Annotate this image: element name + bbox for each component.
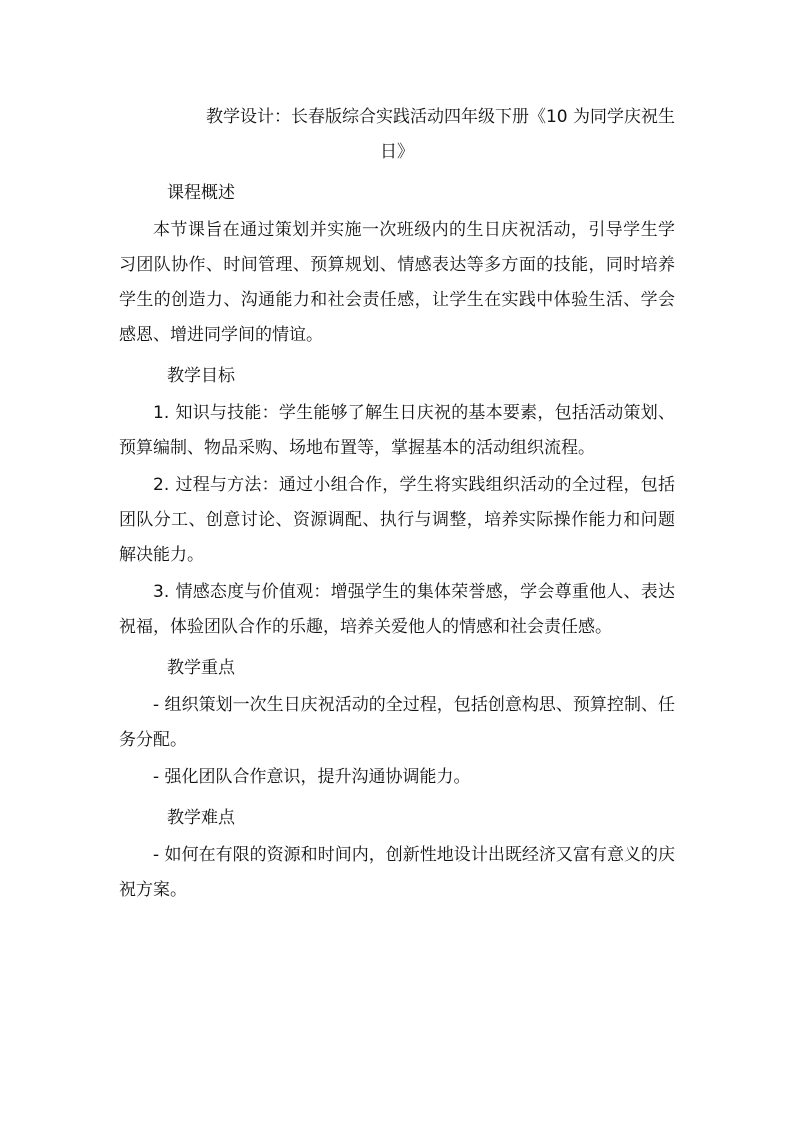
objective-item-3	[119, 575, 675, 645]
objective-number: 1.	[153, 403, 170, 423]
title-line-1: 教学设计：长春版综合实践活动四年级下册《10 为同学庆祝生	[205, 107, 675, 127]
overview-paragraph: 本节课旨在通过策划并实施一次班级内的生日庆祝活动，引导学生学习团队协作、时间管理、预算规划、情感表达等多方面的技能，同时培养学生的创造力、沟通能力和社会责任感，让学生在实践中体验生活、学会感恩、增进同学间的情谊。	[119, 220, 675, 345]
title-line-2: 日》	[380, 142, 414, 162]
objective-item-1	[119, 396, 675, 466]
document-content	[119, 100, 675, 908]
difficulty-item-1: - 如何在有限的资源和时间内，创新性地设计出既经济又富有意义的庆祝方案。	[119, 845, 675, 900]
heading-overview: 课程概述	[167, 183, 235, 203]
heading-objectives: 教学目标	[167, 366, 235, 386]
key-point-item-2: - 强化团队合作意识，提升沟通协调能力。	[153, 767, 471, 787]
objective-number: 2.	[153, 475, 170, 495]
document-title	[119, 100, 675, 170]
heading-difficulties: 教学难点	[167, 808, 235, 828]
objective-number: 3.	[153, 582, 170, 602]
objective-item-2	[119, 468, 675, 573]
heading-key-points: 教学重点	[167, 658, 235, 678]
objective-text: 知识与技能：学生能够了解生日庆祝的基本要素，包括活动策划、预算编制、物品采购、场地布置等，掌握基本的活动组织流程。	[119, 403, 675, 458]
objective-text: 过程与方法：通过小组合作，学生将实践组织活动的全过程，包括团队分工、创意讨论、资源调配、执行与调整，培养实际操作能力和问题解决能力。	[119, 475, 675, 565]
objective-text: 情感态度与价值观：增强学生的集体荣誉感，学会尊重他人、表达祝福，体验团队合作的乐趣，培养关爱他人的情感和社会责任感。	[119, 582, 675, 637]
key-point-item-1: - 组织策划一次生日庆祝活动的全过程，包括创意构思、预算控制、任务分配。	[119, 695, 675, 750]
